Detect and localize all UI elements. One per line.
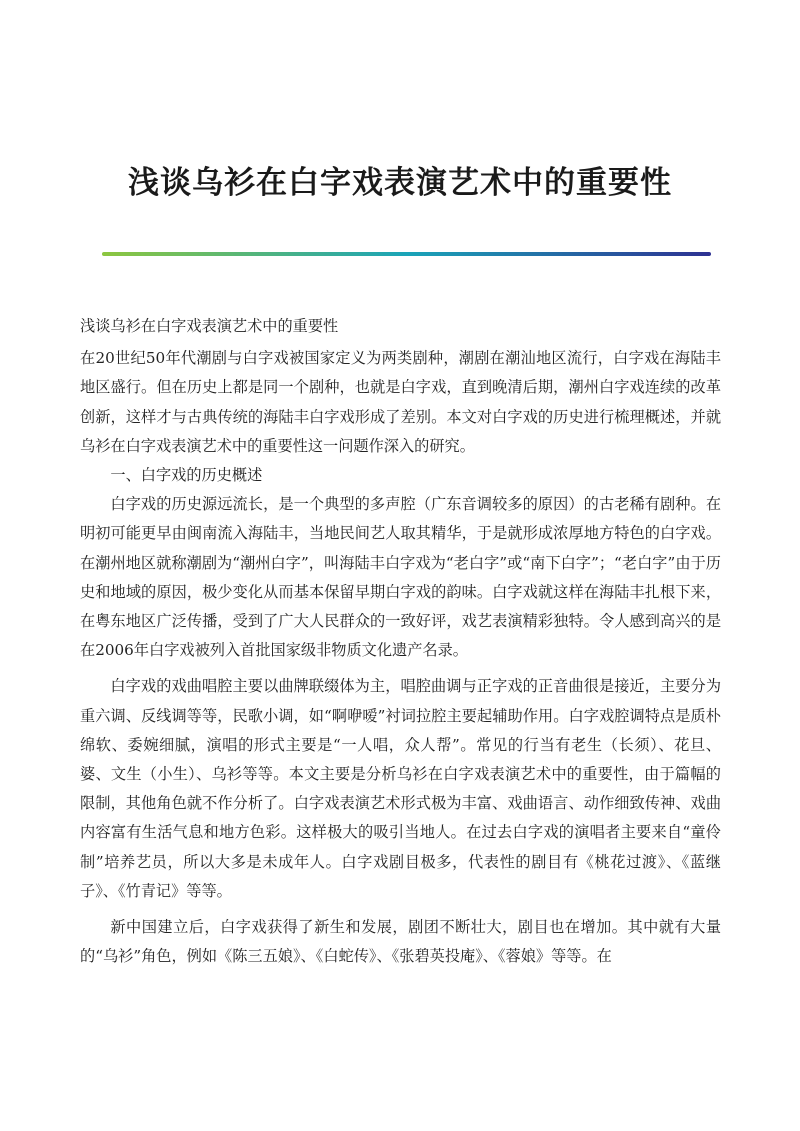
- section-heading: 一、白字戏的历史概述: [110, 466, 263, 485]
- title-gradient-rule: [102, 252, 711, 256]
- abstract-paragraph: 在20世纪50年代潮剧与白字戏被国家定义为两类剧种，潮剧在潮汕地区流行，白字戏在海陆丰地区盛行。但在历史上都是同一个剧种，也就是白字戏，直到晚清后期，潮州白字戏连续的改革创新，这样才与古典传统的海陆丰白字戏形成了差别。本文对白字戏的历史进行梳理概述，并就乌衫在白字戏表演艺术中的重要性这一问题作深入的研究。: [80, 349, 721, 455]
- document-title: 浅谈乌衫在白字戏表演艺术中的重要性: [128, 165, 672, 201]
- body-paragraph-1: 白字戏的历史源远流长，是一个典型的多声腔（广东音调较多的原因）的古老稀有剧种。在明初可能更早由闽南流入海陆丰，当地民间艺人取其精华，于是就形成浓厚地方特色的白字戏。在潮州地区就称潮剧为“潮州白字”，叫海陆丰白字戏为“老白字”或“南下白字”；“老白字”由于历史和地域的原因，极少变化从而基本保留早期白字戏的韵味。白字戏就这样在海陆丰扎根下来，在粤东地区广泛传播，受到了广大人民群众的一致好评，戏艺表演精彩独特。令人感到高兴的是在2006年白字戏被列入首批国家级非物质文化遗产名录。: [80, 495, 721, 660]
- document-body: [80, 312, 721, 971]
- body-paragraph-3: 新中国建立后，白字戏获得了新生和发展，剧团不断壮大，剧目也在增加。其中就有大量的“乌衫”角色，例如《陈三五娘》、《白蛇传》、《张碧英投庵》、《蓉娘》等等。在: [80, 918, 721, 966]
- body-paragraph-2: 白字戏的戏曲唱腔主要以曲牌联缀体为主，唱腔曲调与正字戏的正音曲很是接近，主要分为重六调、反线调等等，民歌小调，如“啊咿嗳”衬词拉腔主要起辅助作用。白字戏腔调特点是质朴绵软、委婉细腻，演唱的形式主要是“一人唱，众人帮”。常见的行当有老生（长须）、花旦、婆、文生（小生）、乌衫等等。本文主要是分析乌衫在白字戏表演艺术中的重要性，由于篇幅的限制，其他角色就不作分析了。白字戏表演艺术形式极为丰富、戏曲语言、动作细致传神、戏曲内容富有生活气息和地方色彩。这样极大的吸引当地人。在过去白字戏的演唱者主要来自“童伶制”培养艺员，所以大多是未成年人。白字戏剧目极多，代表性的剧目有《桃花过渡》、《蓝继子》、《竹青记》等等。: [80, 677, 721, 900]
- document-subtitle: 浅谈乌衫在白字戏表演艺术中的重要性: [80, 317, 339, 335]
